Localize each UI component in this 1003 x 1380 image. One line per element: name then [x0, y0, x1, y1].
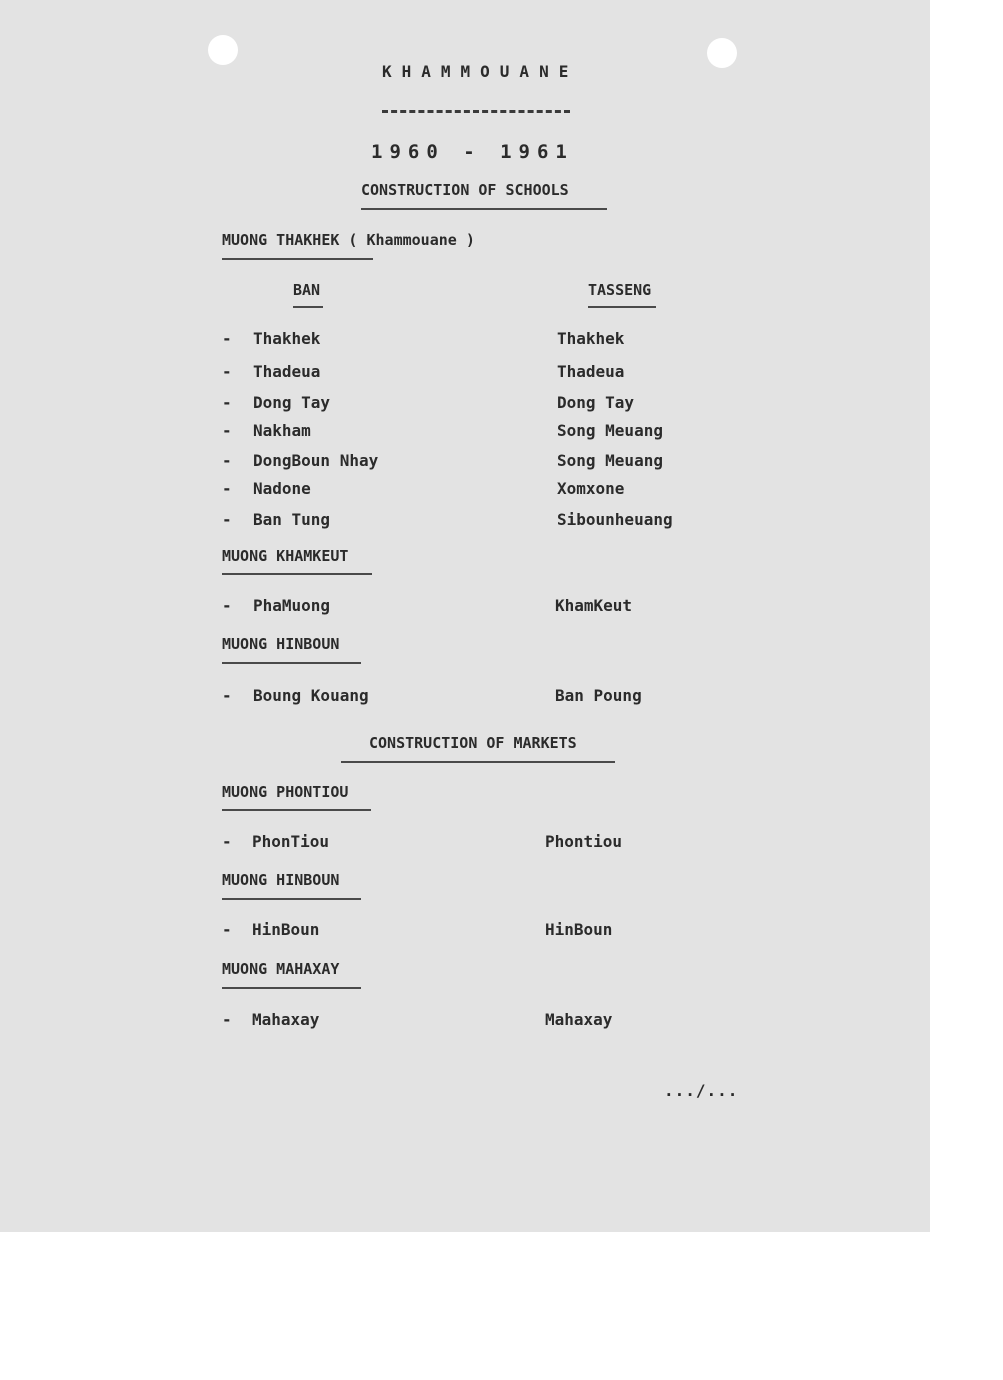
tasseng-name: Thakhek — [557, 329, 625, 348]
tasseng-name: Phontiou — [545, 832, 623, 851]
column-header-ban-underline — [293, 306, 323, 308]
column-header-ban: BAN — [293, 281, 321, 299]
column-header-tasseng-underline — [588, 306, 656, 308]
muong-heading: MUONG HINBOUN — [222, 635, 340, 653]
tasseng-name: KhamKeut — [555, 596, 633, 615]
list-bullet: - — [222, 596, 232, 615]
list-bullet: - — [222, 920, 232, 939]
ban-name: Nakham — [253, 421, 311, 440]
ban-name: Boung Kouang — [253, 686, 369, 705]
document-title: KHAMMOUANE — [382, 62, 579, 81]
list-bullet: - — [222, 329, 232, 348]
punch-hole-right — [707, 38, 737, 68]
ban-name: PhaMuong — [253, 596, 331, 615]
markets-heading-underline — [341, 761, 615, 763]
muong-heading-underline — [222, 573, 372, 575]
tasseng-name: Song Meuang — [557, 451, 663, 470]
ban-name: Thadeua — [253, 362, 321, 381]
markets-heading: CONSTRUCTION OF MARKETS — [369, 734, 577, 752]
tasseng-name: Sibounheuang — [557, 510, 673, 529]
ban-name: Thakhek — [253, 329, 321, 348]
ban-name: DongBoun Nhay — [253, 451, 379, 470]
ban-name: HinBoun — [252, 920, 320, 939]
column-header-tasseng: TASSENG — [588, 281, 652, 299]
tasseng-name: Ban Poung — [555, 686, 642, 705]
ban-name: PhonTiou — [252, 832, 330, 851]
list-bullet: - — [222, 451, 232, 470]
list-bullet: - — [222, 479, 232, 498]
tasseng-name: Thadeua — [557, 362, 625, 381]
tasseng-name: HinBoun — [545, 920, 613, 939]
list-bullet: - — [222, 393, 232, 412]
continuation-mark: .../... — [664, 1081, 739, 1100]
muong-heading-underline — [222, 898, 361, 900]
list-bullet: - — [222, 421, 232, 440]
tasseng-name: Dong Tay — [557, 393, 635, 412]
muong-heading: MUONG HINBOUN — [222, 871, 340, 889]
muong-heading: MUONG PHONTIOU — [222, 783, 349, 801]
muong-heading-underline — [222, 987, 361, 989]
muong-heading-underline — [222, 809, 371, 811]
list-bullet: - — [222, 686, 232, 705]
ban-name: Mahaxay — [252, 1010, 320, 1029]
tasseng-name: Mahaxay — [545, 1010, 613, 1029]
schools-heading: CONSTRUCTION OF SCHOOLS — [361, 181, 569, 199]
punch-hole-left — [208, 35, 238, 65]
list-bullet: - — [222, 510, 232, 529]
title-dashed-rule — [382, 110, 570, 113]
muong-heading-underline — [222, 258, 373, 260]
schools-heading-underline — [361, 208, 607, 210]
ban-name: Nadone — [253, 479, 311, 498]
muong-heading: MUONG THAKHEK ( Khammouane ) — [222, 231, 475, 249]
list-bullet: - — [222, 1010, 232, 1029]
muong-heading: MUONG KHAMKEUT — [222, 547, 349, 565]
tasseng-name: Song Meuang — [557, 421, 663, 440]
muong-heading-underline — [222, 662, 361, 664]
ban-name: Dong Tay — [253, 393, 331, 412]
tasseng-name: Xomxone — [557, 479, 625, 498]
ban-name: Ban Tung — [253, 510, 331, 529]
list-bullet: - — [222, 362, 232, 381]
list-bullet: - — [222, 832, 232, 851]
muong-heading: MUONG MAHAXAY — [222, 960, 340, 978]
year-range: 1960 - 1961 — [371, 141, 574, 163]
